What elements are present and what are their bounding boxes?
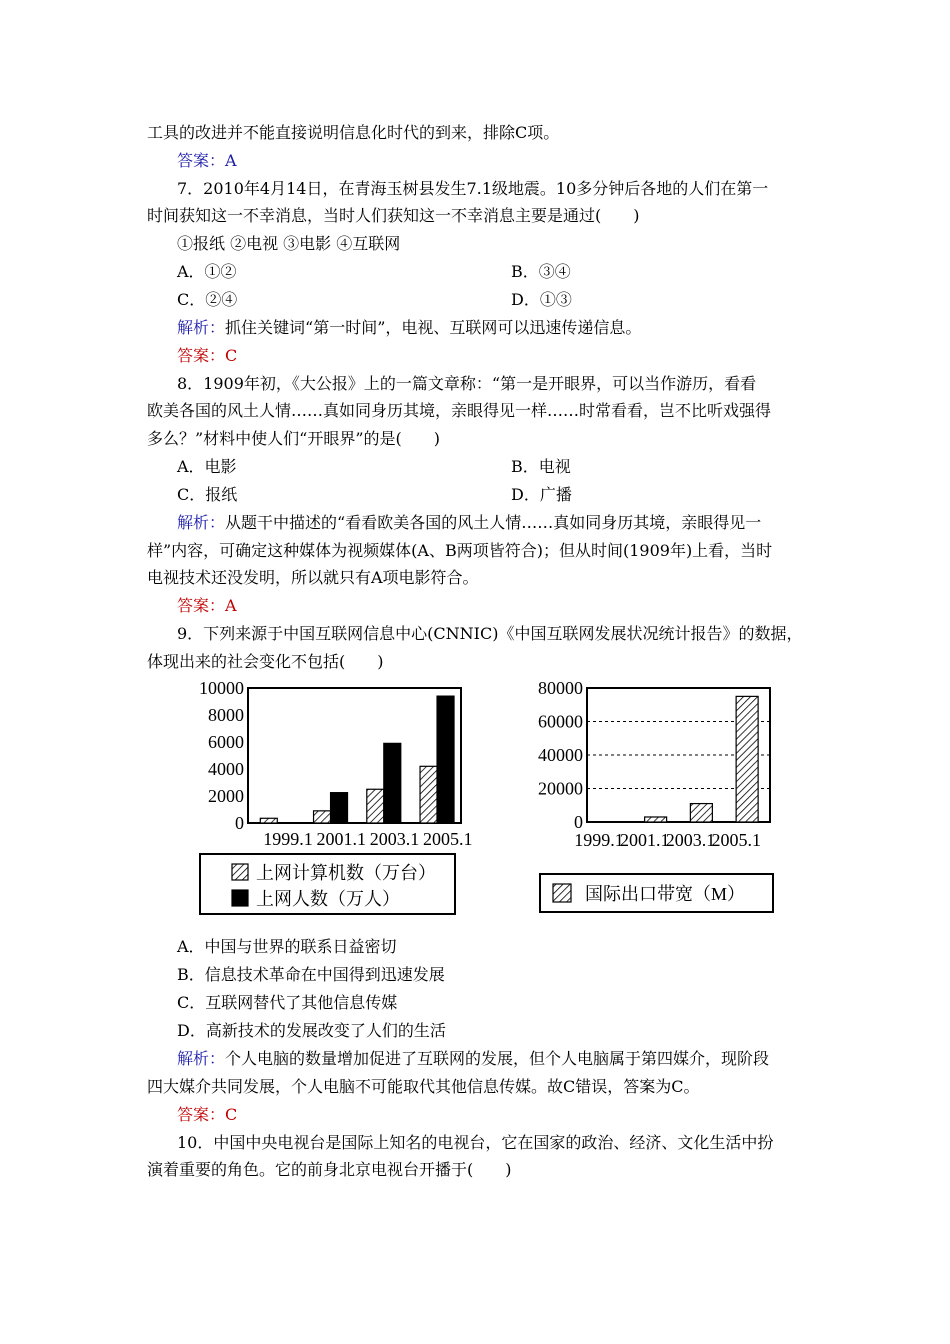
answer-label: 答案：: [177, 151, 226, 170]
answer-value: C: [225, 1105, 238, 1124]
answer-q6: [177, 151, 237, 171]
y-tick-label: 60000: [538, 711, 583, 732]
y-tick-label: 0: [235, 813, 244, 833]
x-tick-label: 2005.1: [711, 830, 761, 850]
analysis-q8: [177, 513, 761, 533]
option-d: D．广播: [511, 485, 572, 504]
chart-computers-and-users: [180, 680, 500, 918]
y-tick-label: 0: [574, 812, 583, 832]
analysis-q9-cont: 四大媒介共同发展，个人电脑不可能取代其他信息传媒。故C错误，答案为C。: [147, 1077, 700, 1096]
legend-label: 国际出口带宽（M）: [585, 884, 746, 904]
bar: [437, 696, 454, 823]
analysis-text: 抓住关键词“第一时间”，电视、互联网可以迅速传递信息。: [225, 318, 642, 337]
bar: [420, 766, 437, 823]
question-9-stem-cont: 体现出来的社会变化不包括( ): [147, 652, 384, 671]
option-d: D．①③: [511, 290, 572, 309]
answer-label: 答案：: [177, 346, 226, 365]
analysis-label: 解析：: [177, 318, 226, 337]
x-tick-label: 2005.1: [423, 829, 473, 849]
question-8-stem-cont: 欧美各国的风土人情……真如同身历其境，亲眼得见一样……时常看看，岂不比听戏强得: [147, 401, 772, 420]
option-c: C．②④: [177, 290, 238, 309]
question-7-stem-cont: 时间获知这一不幸消息，当时人们获知这一不幸消息主要是通过( ): [147, 206, 640, 225]
analysis-q8-cont: 样”内容，可确定这种媒体为视频媒体(A、B两项皆符合)；但从时间(1909年)上看，当时: [147, 541, 773, 560]
option-b: B．电视: [511, 457, 571, 476]
analysis-label: 解析：: [177, 513, 226, 532]
analysis-q8-cont: 电视技术还没发明，所以就只有A项电影符合。: [147, 568, 479, 587]
bar: [736, 696, 758, 822]
question-8-stem-cont: 多么？”材料中使人们“开眼界”的是( ): [147, 429, 441, 448]
y-tick-label: 4000: [208, 759, 244, 779]
bar: [367, 789, 384, 823]
answer-label: 答案：: [177, 1105, 226, 1124]
answer-value: A: [225, 596, 237, 615]
analysis-q7: [177, 318, 641, 338]
option-b: B．信息技术革命在中国得到迅速发展: [177, 965, 445, 984]
answer-q8: [177, 596, 237, 616]
analysis-label: 解析：: [177, 1049, 226, 1068]
x-tick-label: 2003.1: [369, 829, 420, 849]
x-tick-label: 2001.1: [620, 830, 670, 850]
x-tick-label: 1999.1: [263, 829, 313, 849]
option-d: D．高新技术的发展改变了人们的生活: [177, 1021, 446, 1040]
y-tick-label: 10000: [199, 680, 244, 698]
answer-value: C: [225, 346, 238, 365]
legend-swatch: [232, 890, 248, 906]
question-7-items: ①报纸 ②电视 ③电影 ④互联网: [177, 234, 401, 253]
option-a: A．中国与世界的联系日益密切: [177, 937, 397, 956]
y-tick-label: 20000: [538, 778, 583, 799]
option-c: C．报纸: [177, 485, 238, 504]
y-tick-label: 8000: [208, 705, 244, 725]
analysis-q9: [177, 1049, 769, 1069]
question-9-stem: 9．下列来源于中国互联网信息中心(CNNIC)《中国互联网发展状况统计报告》的数据，: [177, 624, 803, 643]
legend-swatch: [232, 864, 248, 880]
answer-q7: [177, 346, 237, 366]
x-tick-label: 2003.1: [665, 830, 716, 850]
chart-international-bandwidth: [505, 680, 805, 918]
bar: [331, 793, 348, 823]
question-10-stem-cont: 演着重要的角色。它的前身北京电视台开播于( ): [147, 1160, 512, 1179]
bar: [314, 811, 331, 823]
legend-swatch: [553, 884, 571, 902]
y-tick-label: 6000: [208, 732, 244, 752]
option-a: A．①②: [177, 262, 237, 281]
legend-label: 上网计算机数（万台）: [256, 863, 436, 883]
answer-q9: [177, 1105, 237, 1125]
question-8-stem: 8．1909年初，《大公报》上的一篇文章称：“第一是开眼界，可以当作游历，看看: [177, 374, 757, 393]
analysis-text: 从题干中描述的“看看欧美各国的风土人情……真如同身历其境，亲眼得见一: [225, 513, 762, 532]
option-a: A．电影: [177, 457, 237, 476]
bar: [260, 818, 277, 823]
option-c: C．互联网替代了其他信息传媒: [177, 993, 398, 1012]
question-7-stem: 7．2010年4月14日，在青海玉树县发生7.1级地震。10多分钟后各地的人们在第一: [177, 179, 769, 198]
x-tick-label: 2001.1: [316, 829, 366, 849]
analysis-text: 个人电脑的数量增加促进了互联网的发展，但个人电脑属于第四媒介，现阶段: [225, 1049, 770, 1068]
bar: [384, 743, 401, 823]
x-tick-label: 1999.1: [574, 830, 624, 850]
legend-label: 上网人数（万人）: [256, 889, 400, 909]
option-b: B．③④: [511, 262, 571, 281]
answer-value: A: [225, 151, 237, 170]
y-tick-label: 2000: [208, 786, 244, 806]
y-tick-label: 40000: [538, 745, 583, 765]
text-line: 工具的改进并不能直接说明信息化时代的到来，排除C项。: [147, 123, 560, 142]
question-10-stem: 10．中国中央电视台是国际上知名的电视台，它在国家的政治、经济、文化生活中扮: [177, 1133, 774, 1152]
bar: [690, 804, 712, 822]
y-tick-label: 80000: [538, 680, 583, 698]
answer-label: 答案：: [177, 596, 226, 615]
bar: [645, 817, 667, 822]
